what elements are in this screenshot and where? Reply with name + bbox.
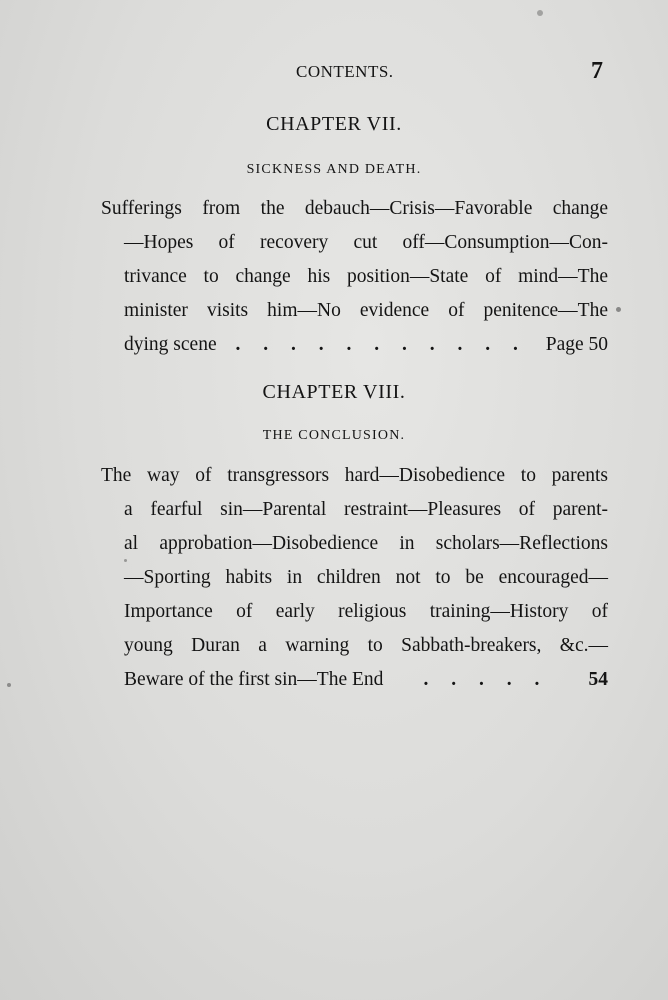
dot-leader: . . . . . — [423, 669, 549, 690]
contents-line: —Hopes of recovery cut off—Consumption—Con- — [124, 232, 608, 253]
chapter-heading: CHAPTER VIII. — [262, 381, 406, 403]
paper-speck — [7, 683, 11, 687]
contents-line: al approbation—Disobedience in scholars—Reflections — [124, 533, 608, 554]
page-reference: 54 — [588, 669, 608, 690]
contents-line-with-page — [124, 669, 608, 699]
running-title: CONTENTS. — [296, 62, 394, 81]
contents-line: a fearful sin—Parental restraint—Pleasures of parent- — [124, 499, 608, 520]
running-head — [0, 58, 668, 90]
page-number: 7 — [591, 58, 603, 84]
page-reference: Page 50 — [545, 334, 608, 355]
entry-text: Beware of the first sin—The End — [124, 669, 384, 690]
contents-line: —Sporting habits in children not to be encouraged— — [124, 567, 608, 588]
chapter-heading: CHAPTER VII. — [266, 113, 402, 135]
paper-speck — [616, 307, 621, 312]
paper-speck — [124, 559, 127, 562]
entry-text: dying scene — [124, 334, 217, 355]
contents-line: minister visits him—No evidence of penitence—The — [124, 300, 608, 321]
contents-line: young Duran a warning to Sabbath-breakers, &c.— — [124, 635, 608, 656]
contents-line: Sufferings from the debauch—Crisis—Favorable change — [101, 198, 608, 219]
contents-line: trivance to change his position—State of mind—The — [124, 266, 608, 287]
contents-line: Importance of early religious training—History of — [124, 601, 608, 622]
contents-line: The way of transgressors hard—Disobedience to parents — [101, 465, 608, 486]
paper-speck — [537, 10, 543, 16]
chapter-subtitle: THE CONCLUSION. — [262, 428, 406, 443]
dot-leader: . . . . . . . . . . . — [235, 334, 527, 355]
chapter-subtitle: SICKNESS AND DEATH. — [246, 162, 422, 177]
contents-line-with-page — [124, 334, 608, 364]
